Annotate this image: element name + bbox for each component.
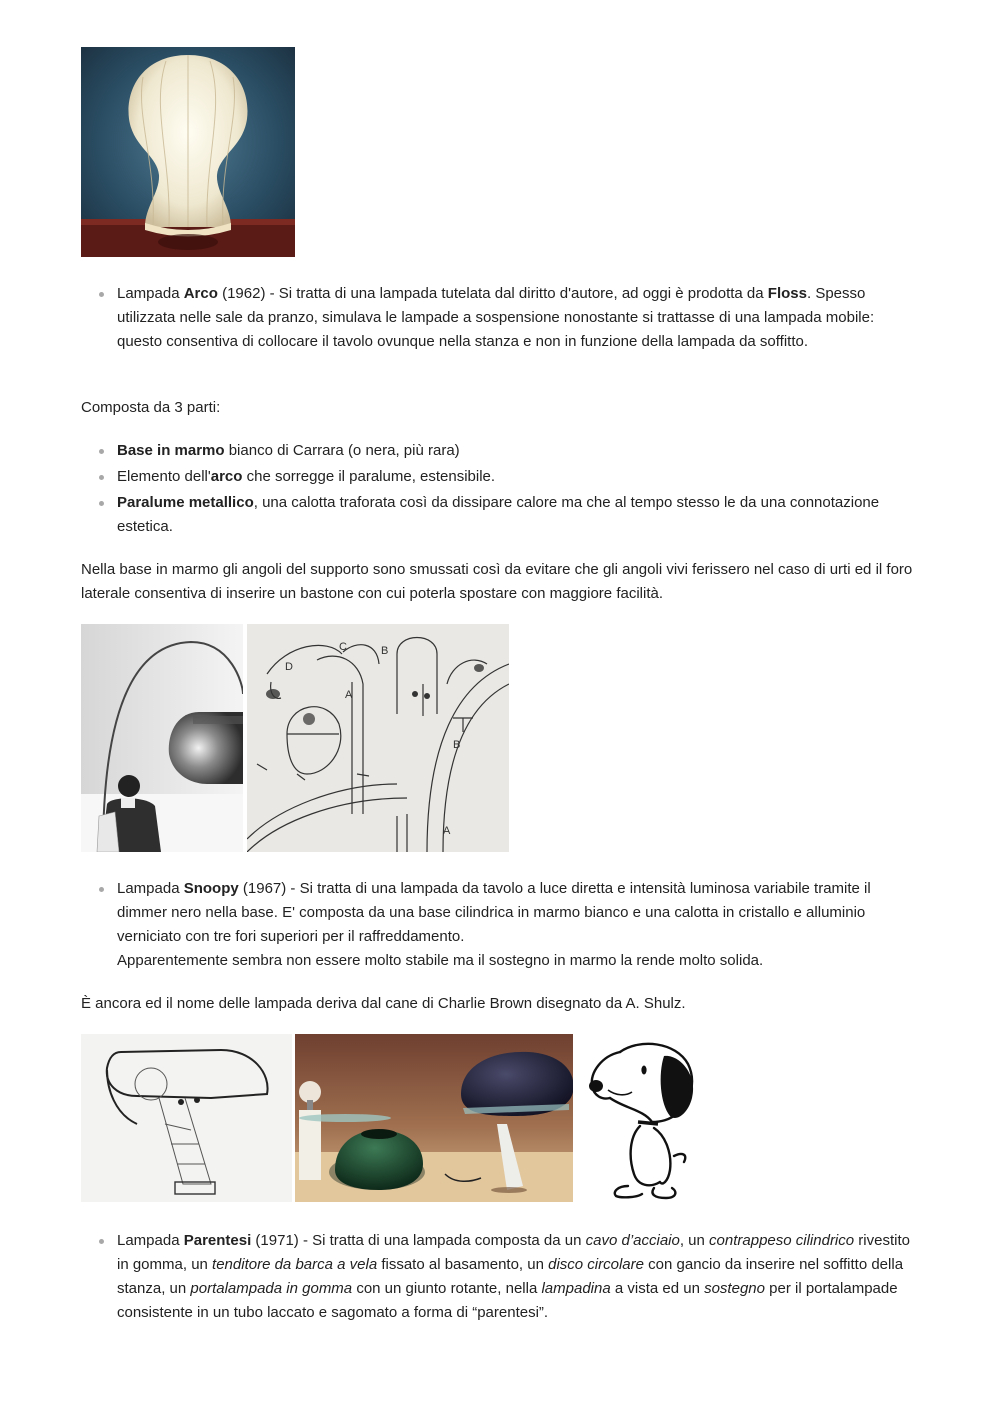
snoopy-lamp-photo bbox=[295, 1034, 573, 1202]
list-item-part: Elemento dell'arco che sorregge il paralume, estensibile. bbox=[81, 465, 916, 489]
arco-base-note: Nella base in marmo gli angoli del supporto sono smussati così da evitare che gli angoli vivi ferissero nel caso di urti ed il foro laterale consentiva di inserire un bastone con cui poterla spostare con maggiore facilità. bbox=[81, 561, 913, 602]
floss-brand: Floss bbox=[767, 285, 807, 302]
list-item-part: Paralume metallico, una calotta traforata così da dissipare calore ma che al tempo stesso le da una connotazione estetica. bbox=[81, 491, 916, 539]
parentesi-name: Parentesi bbox=[183, 1232, 252, 1249]
sketch-label: B bbox=[453, 739, 461, 751]
snoopy-cartoon bbox=[580, 1036, 706, 1202]
sketch-label: D bbox=[285, 661, 293, 673]
snoopy-list bbox=[81, 877, 916, 973]
cocoon-lamp-photo bbox=[81, 47, 295, 257]
arco-lamp-photo bbox=[81, 624, 243, 852]
snoopy-name-note: È ancora ed il nome delle lampada deriva dal cane di Charlie Brown disegnato da A. Shulz. bbox=[81, 995, 686, 1012]
sketch-label: A bbox=[345, 689, 353, 701]
arco-name: Arco bbox=[183, 285, 218, 302]
arco-parts-list bbox=[81, 439, 916, 539]
list-item-parentesi: Lampada Parentesi (1971) - Si tratta di una lampada composta da un cavo d’acciaio, un contrappeso cilindrico rivestito in gomma, un tenditore da barca a vela fissato al basamento, un disco circolare con gancio da inserire nel soffitto della stanza, un portalampada in gomma con un giunto rotante, nella lampadina a vista ed un sostegno per il portalampade consistente in un tubo laccato e sagomato a forma di “parentesi”. bbox=[81, 1229, 916, 1325]
parentesi-list bbox=[81, 1229, 916, 1325]
list-item-snoopy: Lampada Snoopy (1967) - Si tratta di una lampada da tavolo a luce diretta e intensità luminosa variabile tramite il dimmer nero nella base. E' composta da una base cilindrica in marmo bianco e una calotta in cristallo e alluminio verniciato con tre fori superiori per il raffreddamento. Apparentemente sembra non essere molto stabile ma il sostegno in marmo la rende molto solida. bbox=[81, 877, 916, 973]
parts-intro: Composta da 3 parti: bbox=[81, 399, 221, 416]
snoopy-lamp-sketch bbox=[81, 1034, 292, 1202]
arco-list bbox=[81, 282, 916, 354]
sketch-label: A bbox=[443, 825, 451, 837]
list-item-part: Base in marmo bianco di Carrara (o nera, più rara) bbox=[81, 439, 916, 463]
arco-sketch bbox=[247, 624, 509, 852]
snoopy-name: Snoopy bbox=[183, 880, 239, 897]
sketch-label: B bbox=[381, 645, 389, 657]
list-item-arco: Lampada Arco (1962) - Si tratta di una lampada tutelata dal diritto d'autore, ad oggi è prodotta da Floss. Spesso utilizzata nelle sale da pranzo, simulava le lampade a sospensione nonostante si trattasse di una lampada mobile: questo consentiva di collocare il tavolo ovunque nella stanza e non in funzione della lampada da soffitto. bbox=[81, 282, 916, 354]
sketch-label: C bbox=[339, 641, 347, 653]
